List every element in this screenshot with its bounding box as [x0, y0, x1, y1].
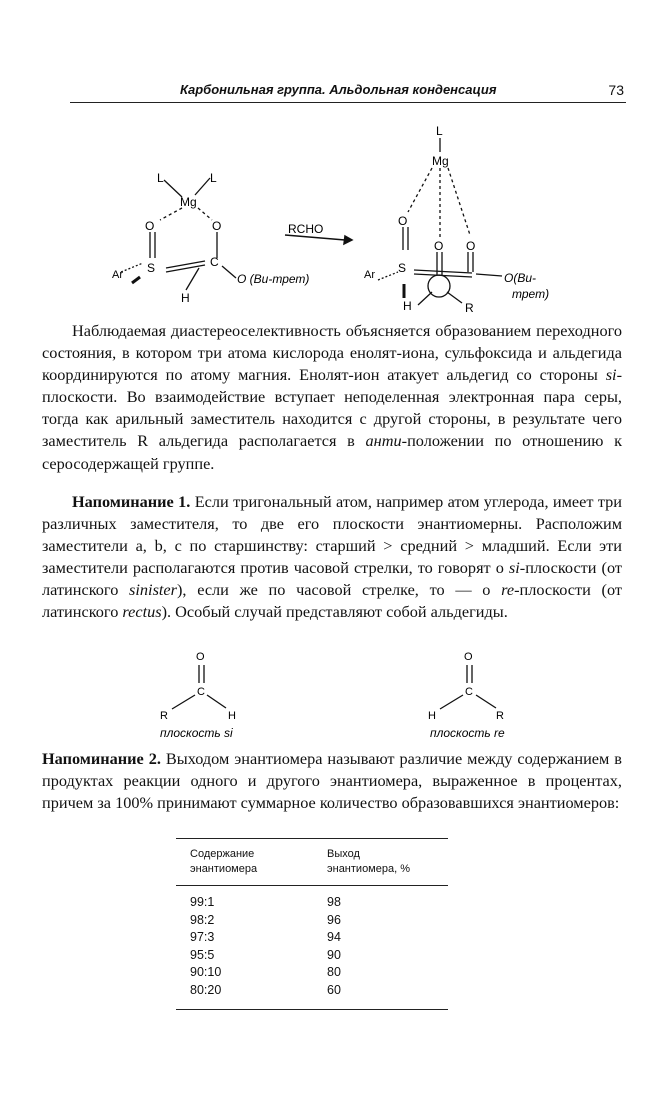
table-row: 90:10 80 [190, 965, 341, 979]
re-oxygen: O [464, 651, 473, 663]
oxygen-2: O [212, 219, 222, 233]
running-header [70, 80, 626, 103]
page-number: 73 [608, 82, 624, 98]
ts-oxygen-3: O [466, 239, 476, 253]
reminder-1-label: Напоминание 1. [72, 492, 191, 511]
hydrogen-atom: H [181, 291, 190, 305]
ts-mg-atom: Mg [432, 154, 449, 168]
ts-r-group: R [465, 301, 474, 315]
mg-atom: Mg [180, 195, 197, 209]
ts-ligand-l: L [436, 124, 443, 138]
enantiomer-yield-table [176, 838, 448, 1010]
si-left-group: R [160, 710, 168, 722]
ts-ester-line2: трет) [512, 287, 550, 301]
reaction-scheme [0, 120, 666, 320]
table-header: Содержание энантиомера Выход энантиомера, % [190, 848, 410, 875]
paragraph-reminder-2: Напоминание 2. Выходом энантиомера называют различие между содержанием в продуктах реакции одного и другого энантиомера, выраженное в процентах, причем за 100% принимают суммарное количество образовавшихся энантиомеров: [42, 749, 622, 813]
ester-group: O (Bu-трет) [237, 272, 310, 286]
table-row: 97:3 94 [190, 930, 341, 944]
carbon-atom: C [210, 255, 219, 269]
re-left-group: H [428, 710, 436, 722]
sulfur-atom: S [147, 261, 156, 275]
re-plane-caption: плоскость re [430, 726, 505, 740]
si-plane-caption: плоскость si [160, 726, 233, 740]
reactant-chelate [121, 178, 236, 290]
oxygen-1: O [145, 219, 155, 233]
table-row: 99:1 98 [190, 895, 341, 909]
ts-aryl-group: Ar [364, 269, 375, 281]
reagent-label: RCHO [288, 222, 324, 236]
si-oxygen: O [196, 651, 205, 663]
ts-oxygen-2: O [434, 239, 444, 253]
si-carbon: C [197, 686, 205, 698]
aryl-group: Ar [112, 269, 123, 281]
reaction-arrow [285, 235, 352, 244]
aldehyde-planes-figure [0, 645, 666, 745]
header-title: Карбонильная группа. Альдольная конденсация [180, 82, 497, 97]
table-row: 95:5 90 [190, 947, 341, 962]
table-body [176, 886, 448, 1009]
re-carbon: C [465, 686, 473, 698]
ts-oxygen-1: O [398, 214, 408, 228]
ts-hydrogen: H [403, 299, 412, 313]
ts-sulfur-atom: S [398, 261, 407, 275]
re-right-group: R [496, 710, 504, 722]
table-row: 80:20 60 [190, 982, 341, 997]
ts-ester-line1: O(Bu- [504, 271, 537, 285]
paragraph-reminder-1: Напоминание 1. Если тригональный атом, например атом углерода, имеет три различных заместителя, то две его плоскости энантиомерны. Расположим заместители a, b, c по старшинству: старший > средний > младший. Если эти заместители располагаются против часовой стрелки, то говорят о si-плоскости (от латинского sinister), если же по часовой стрелке, то — о re-плоскости (от латинского rectus). Особый случай представляют собой альдегиды. [42, 492, 623, 622]
paragraph-diastereoselectivity: Наблюдаемая диастереоселективность объясняется образованием переходного состояния, в котором три атома кислорода енолят-иона, сульфоксида и альдегида координируются по атому магния. Енолят-ион атакует альдегид со стороны si-плоскости. Во взаимодействие вступает неподеленная электронная пара серы, тогда как арильный заместитель находится с другой стороны, в результате чего заместитель R альдегида располагается в анти-положении по отношению к серосодержащей группе. [42, 321, 623, 473]
ligand-l1: L [157, 171, 164, 185]
table-row: 98:2 96 [190, 912, 341, 927]
si-right-group: H [228, 710, 236, 722]
reminder-2-label: Напоминание 2. [42, 749, 161, 768]
ligand-l2: L [210, 171, 217, 185]
